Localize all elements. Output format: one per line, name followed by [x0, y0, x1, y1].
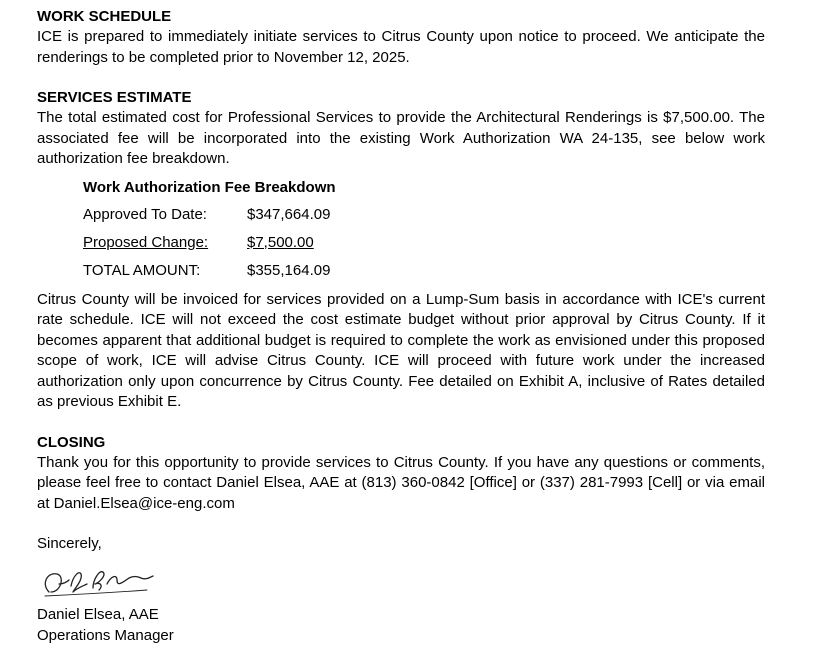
- signature-block: [37, 534, 765, 646]
- fee-label: TOTAL AMOUNT:: [83, 261, 201, 279]
- services-estimate-text: The total estimated cost for Professional Services to provide the Architectural Renderings is $7,500.00. The associated fee will be incorporated into the existing Work Authorization WA 24-135, see below work authorization fee breakdown.: [37, 109, 765, 167]
- services-estimate-section: [37, 88, 765, 413]
- work-schedule-text: ICE is prepared to immediately initiate services to Citrus County upon notice to proceed. We anticipate the renderings to be completed prior to November 12, 2025.: [37, 28, 765, 66]
- signer-name: Daniel Elsea, AAE: [37, 606, 159, 623]
- signer-title: Operations Manager: [37, 627, 174, 644]
- fee-amount: $355,164.09: [247, 261, 331, 279]
- work-schedule-heading: WORK SCHEDULE: [37, 8, 172, 25]
- handwritten-signature: [37, 562, 177, 602]
- closing-text: Thank you for this opportunity to provide services to Citrus County. If you have any questions or comments, please feel free to contact Daniel Elsea, AAE at (813) 360-0842 [Office] or (337) 281-7993 [Cell] or via email at Daniel.Elsea@ice-eng.com: [37, 453, 765, 512]
- fee-row-total: [83, 257, 765, 285]
- work-schedule-section: [37, 7, 765, 68]
- closing-section: [37, 433, 765, 515]
- fee-row-proposed: [83, 229, 765, 257]
- fee-breakdown-title: Work Authorization Fee Breakdown: [83, 178, 336, 196]
- fee-row-approved: [83, 201, 765, 229]
- fee-breakdown-table: [83, 174, 765, 285]
- invoice-text: Citrus County will be invoiced for services provided on a Lump-Sum basis in accordance with ICE's current rate schedule. ICE will not exceed the cost estimate budget without prior approval by Citrus County. If it becomes apparent that additional budget is required to complete the work as envisioned under this proposed scope of work, ICE will advise Citrus County. ICE will proceed with future work under the increased authorization only upon concurrence by Citrus County. Fee detailed on Exhibit A, inclusive of Rates detailed as previous Exhibit E.: [37, 290, 765, 410]
- fee-label: Approved To Date:: [83, 205, 207, 223]
- services-estimate-heading: SERVICES ESTIMATE: [37, 89, 192, 106]
- fee-amount: $347,664.09: [247, 205, 331, 223]
- salutation: Sincerely,: [37, 535, 102, 552]
- document-page: [37, 7, 765, 646]
- fee-label: Proposed Change:: [83, 233, 209, 251]
- closing-heading: CLOSING: [37, 433, 106, 451]
- fee-amount: $7,500.00: [247, 233, 314, 251]
